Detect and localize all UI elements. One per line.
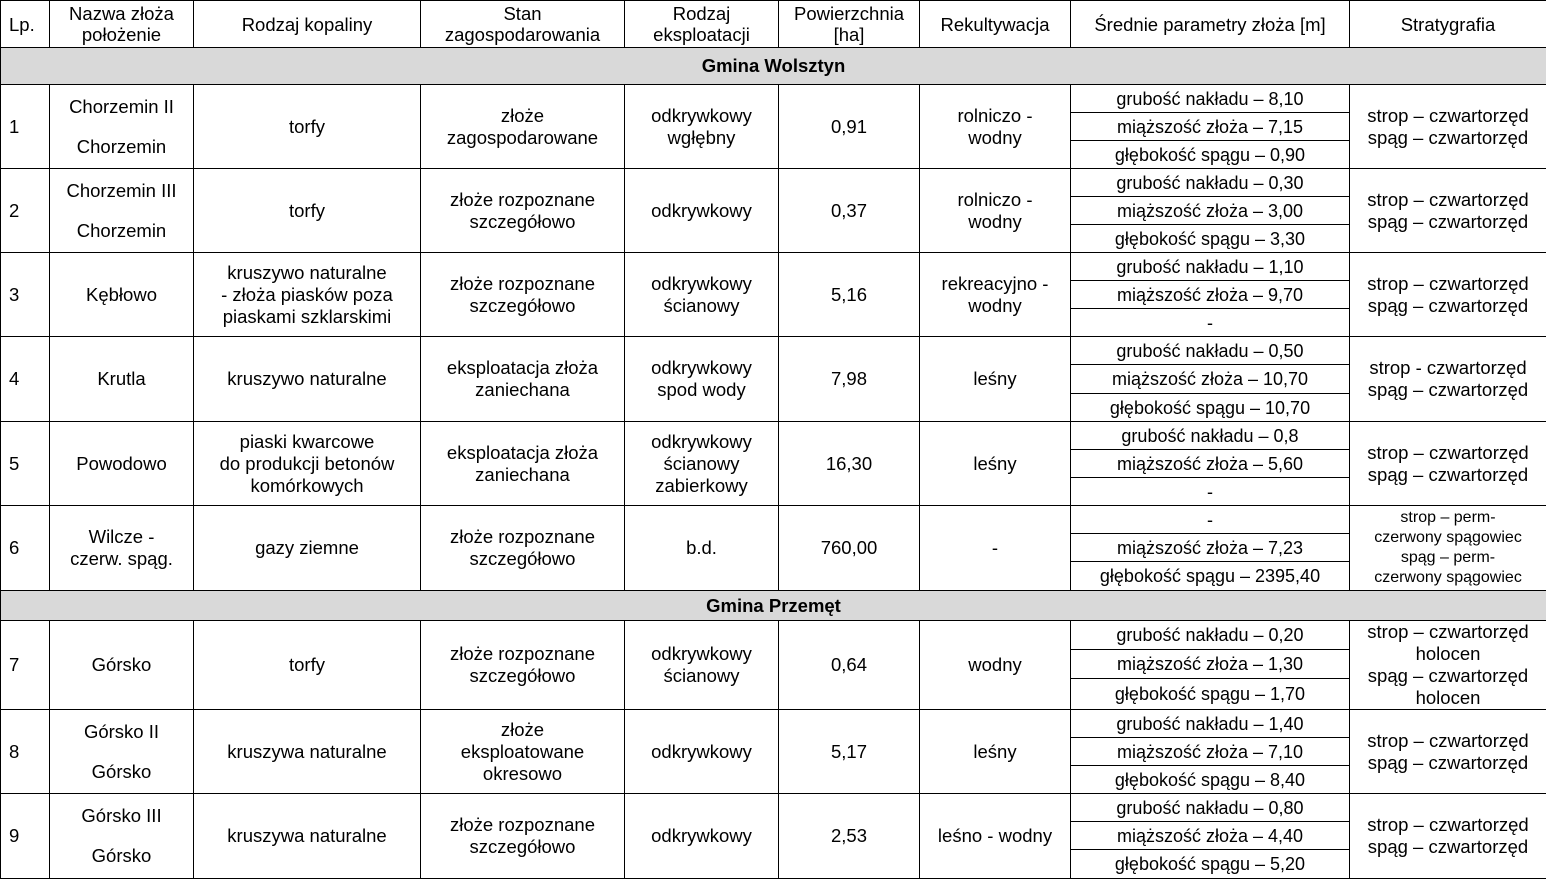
cell-kopalina <box>194 506 421 591</box>
cell-line: wodny <box>923 127 1067 149</box>
cell-parametr: grubość nakładu – 0,50 <box>1071 337 1350 365</box>
cell-line: strop - czwartorzęd <box>1353 357 1543 379</box>
cell-line: strop – czwartorzęd <box>1353 814 1543 836</box>
cell-kopalina <box>194 169 421 253</box>
cell-parametr: grubość nakładu – 1,40 <box>1071 710 1350 738</box>
header-eksploatacja <box>625 1 779 48</box>
header-rekultywacja: Rekultywacja <box>920 1 1071 48</box>
cell-lp: 6 <box>1 506 50 591</box>
cell-line: zaniechana <box>424 379 621 401</box>
cell-eksploatacja <box>625 253 779 337</box>
nazwa-wrap <box>53 721 190 783</box>
header-stan <box>421 1 625 48</box>
cell-line: spąg – czwartorzęd <box>1353 211 1543 233</box>
cell-stratygrafia <box>1350 169 1546 253</box>
table-row <box>1 253 1546 281</box>
cell-line: rolniczo - <box>923 189 1067 211</box>
cell-line: zaniechana <box>424 464 621 486</box>
header-parametry: Średnie parametry złoża [m] <box>1071 1 1350 48</box>
cell-parametr: - <box>1071 506 1350 534</box>
cell-stan <box>421 794 625 879</box>
table-row <box>1 337 1546 365</box>
cell-line: - <box>923 537 1067 559</box>
cell-lp: 2 <box>1 169 50 253</box>
cell-line: eksploatacja złoża <box>424 442 621 464</box>
header-eksploatacja-line1: Rodzaj <box>673 3 731 24</box>
cell-line: strop – czwartorzęd <box>1353 189 1543 211</box>
cell-parametr: grubość nakładu – 0,30 <box>1071 169 1350 197</box>
deposit-name: Górsko <box>53 654 190 676</box>
cell-nazwa <box>50 422 194 506</box>
cell-parametr: grubość nakładu – 0,80 <box>1071 794 1350 822</box>
nazwa-wrap <box>53 96 190 158</box>
header-row <box>1 1 1546 48</box>
cell-stan <box>421 621 625 710</box>
cell-line: odkrywkowy <box>628 643 775 665</box>
cell-line: złoże rozpoznane <box>424 189 621 211</box>
cell-kopalina <box>194 794 421 879</box>
cell-line: wodny <box>923 211 1067 233</box>
cell-eksploatacja <box>625 169 779 253</box>
cell-powierzchnia: 2,53 <box>779 794 920 879</box>
cell-stan <box>421 85 625 169</box>
table-row <box>1 710 1546 738</box>
cell-line: wodny <box>923 295 1067 317</box>
cell-parametr: głębokość spągu – 8,40 <box>1071 766 1350 794</box>
deposit-name: Wilcze - <box>53 526 190 548</box>
deposit-name: Górsko III <box>53 805 190 827</box>
cell-parametr: grubość nakładu – 0,20 <box>1071 621 1350 650</box>
cell-stan <box>421 337 625 422</box>
nazwa-wrap <box>53 180 190 242</box>
cell-parametr: głębokość spągu – 1,70 <box>1071 679 1350 710</box>
section-row <box>1 591 1546 621</box>
cell-eksploatacja <box>625 621 779 710</box>
cell-line: strop – czwartorzęd <box>1353 273 1543 295</box>
cell-line: złoże rozpoznane <box>424 643 621 665</box>
cell-nazwa <box>50 710 194 794</box>
cell-line: piaskami szklarskimi <box>197 306 417 328</box>
cell-line: do produkcji betonów <box>197 453 417 475</box>
table-row <box>1 422 1546 450</box>
cell-stratygrafia <box>1350 621 1546 710</box>
cell-stan <box>421 253 625 337</box>
cell-rekultywacja <box>920 710 1071 794</box>
cell-line: kruszywo naturalne <box>197 262 417 284</box>
cell-parametr: grubość nakładu – 8,10 <box>1071 85 1350 113</box>
cell-stratygrafia <box>1350 253 1546 337</box>
cell-line: ścianowy <box>628 453 775 475</box>
cell-line: czerwony spągowiec <box>1353 568 1543 588</box>
cell-line: strop – czwartorzęd <box>1353 442 1543 464</box>
section-row <box>1 48 1546 85</box>
cell-line: torfy <box>197 200 417 222</box>
cell-line: odkrywkowy <box>628 825 775 847</box>
cell-powierzchnia: 0,91 <box>779 85 920 169</box>
cell-line: eksploatowane <box>424 741 621 763</box>
cell-line: złoże rozpoznane <box>424 814 621 836</box>
cell-stratygrafia <box>1350 506 1546 591</box>
cell-rekultywacja <box>920 422 1071 506</box>
cell-nazwa <box>50 85 194 169</box>
cell-line: eksploatacja złoża <box>424 357 621 379</box>
header-lp: Lp. <box>1 1 50 48</box>
cell-line: spąg – czwartorzęd <box>1353 464 1543 486</box>
cell-eksploatacja <box>625 85 779 169</box>
cell-rekultywacja <box>920 169 1071 253</box>
cell-line: odkrywkowy <box>628 273 775 295</box>
header-stan-line1: Stan <box>503 3 541 24</box>
cell-line: spąg – czwartorzęd <box>1353 752 1543 774</box>
cell-nazwa <box>50 169 194 253</box>
cell-powierzchnia: 5,17 <box>779 710 920 794</box>
cell-line: leśno - wodny <box>923 825 1067 847</box>
cell-lp: 3 <box>1 253 50 337</box>
deposit-name: Krutla <box>53 368 190 390</box>
header-stan-line2: zagospodarowania <box>445 24 600 45</box>
cell-eksploatacja <box>625 506 779 591</box>
cell-eksploatacja <box>625 422 779 506</box>
header-eksploatacja-line2: eksploatacji <box>653 24 750 45</box>
cell-line: ścianowy <box>628 295 775 317</box>
cell-parametr: miąższość złoża – 4,40 <box>1071 822 1350 850</box>
cell-nazwa <box>50 794 194 879</box>
cell-lp: 5 <box>1 422 50 506</box>
deposit-name: Kębłowo <box>53 284 190 306</box>
cell-powierzchnia: 16,30 <box>779 422 920 506</box>
cell-line: złoże <box>424 105 621 127</box>
cell-stratygrafia <box>1350 85 1546 169</box>
cell-line: zabierkowy <box>628 475 775 497</box>
cell-parametr: głębokość spągu – 10,70 <box>1071 394 1350 422</box>
cell-line: spąg – czwartorzęd <box>1353 665 1543 687</box>
cell-line: spąg – czwartorzęd <box>1353 379 1543 401</box>
cell-parametr: miąższość złoża – 7,10 <box>1071 738 1350 766</box>
cell-line: strop – czwartorzęd <box>1353 105 1543 127</box>
cell-line: szczegółowo <box>424 665 621 687</box>
cell-lp: 8 <box>1 710 50 794</box>
cell-kopalina <box>194 710 421 794</box>
cell-eksploatacja <box>625 710 779 794</box>
cell-parametr: głębokość spągu – 0,90 <box>1071 141 1350 169</box>
cell-line: złoże <box>424 719 621 741</box>
cell-line: kruszywa naturalne <box>197 741 417 763</box>
cell-line: czerwony spągowiec <box>1353 528 1543 548</box>
cell-line: wgłębny <box>628 127 775 149</box>
deposit-name: Chorzemin II <box>53 96 190 118</box>
cell-parametr: grubość nakładu – 0,8 <box>1071 422 1350 450</box>
cell-line: odkrywkowy <box>628 741 775 763</box>
cell-line: - złoża piasków poza <box>197 284 417 306</box>
cell-line: strop – czwartorzęd <box>1353 730 1543 752</box>
cell-lp: 7 <box>1 621 50 710</box>
cell-lp: 1 <box>1 85 50 169</box>
header-nazwa <box>50 1 194 48</box>
cell-line: strop – perm- <box>1353 508 1543 528</box>
cell-nazwa <box>50 337 194 422</box>
deposit-location: Górsko <box>53 845 190 867</box>
cell-rekultywacja <box>920 85 1071 169</box>
deposit-location: czerw. spąg. <box>53 548 190 570</box>
table-row <box>1 506 1546 534</box>
header-powierzchnia-line2: [ha] <box>834 24 865 45</box>
cell-line: odkrywkowy <box>628 200 775 222</box>
cell-kopalina <box>194 85 421 169</box>
deposit-location: Chorzemin <box>53 220 190 242</box>
cell-lp: 9 <box>1 794 50 879</box>
cell-line: strop – czwartorzęd <box>1353 621 1543 643</box>
cell-line: spąg – perm- <box>1353 548 1543 568</box>
header-powierzchnia <box>779 1 920 48</box>
cell-parametr: - <box>1071 478 1350 506</box>
section-title: Gmina Wolsztyn <box>1 48 1546 85</box>
cell-parametr: miąższość złoża – 10,70 <box>1071 365 1350 394</box>
cell-line: szczegółowo <box>424 548 621 570</box>
cell-parametr: - <box>1071 309 1350 337</box>
cell-line: szczegółowo <box>424 836 621 858</box>
cell-stratygrafia <box>1350 337 1546 422</box>
cell-rekultywacja <box>920 621 1071 710</box>
cell-rekultywacja <box>920 253 1071 337</box>
cell-powierzchnia: 0,64 <box>779 621 920 710</box>
cell-parametr: głębokość spągu – 5,20 <box>1071 850 1350 879</box>
cell-parametr: głębokość spągu – 2395,40 <box>1071 562 1350 591</box>
deposit-name: Górsko II <box>53 721 190 743</box>
cell-parametr: miąższość złoża – 3,00 <box>1071 197 1350 225</box>
cell-parametr: miąższość złoża – 7,15 <box>1071 113 1350 141</box>
cell-powierzchnia: 5,16 <box>779 253 920 337</box>
cell-line: okresowo <box>424 763 621 785</box>
cell-stan <box>421 710 625 794</box>
cell-line: ścianowy <box>628 665 775 687</box>
cell-line: gazy ziemne <box>197 537 417 559</box>
cell-line: spąg – czwartorzęd <box>1353 295 1543 317</box>
cell-nazwa <box>50 253 194 337</box>
cell-line: holocen <box>1353 643 1543 665</box>
cell-line: rolniczo - <box>923 105 1067 127</box>
cell-line: wodny <box>923 654 1067 676</box>
cell-parametr: miąższość złoża – 9,70 <box>1071 281 1350 309</box>
deposit-location: Chorzemin <box>53 136 190 158</box>
table-row <box>1 169 1546 197</box>
cell-parametr: miąższość złoża – 5,60 <box>1071 450 1350 478</box>
header-nazwa-line1: Nazwa złoża <box>69 3 174 24</box>
table-body <box>1 48 1546 879</box>
cell-line: holocen <box>1353 687 1543 709</box>
header-nazwa-line2: położenie <box>82 24 161 45</box>
nazwa-wrap <box>53 805 190 867</box>
cell-rekultywacja <box>920 794 1071 879</box>
cell-line: leśny <box>923 453 1067 475</box>
deposit-name: Powodowo <box>53 453 190 475</box>
cell-line: leśny <box>923 368 1067 390</box>
cell-stan <box>421 169 625 253</box>
deposit-name: Chorzemin III <box>53 180 190 202</box>
cell-line: szczegółowo <box>424 295 621 317</box>
cell-parametr: miąższość złoża – 1,30 <box>1071 650 1350 679</box>
table-row <box>1 621 1546 650</box>
cell-parametr: miąższość złoża – 7,23 <box>1071 534 1350 562</box>
cell-line: torfy <box>197 654 417 676</box>
cell-line: spąg – czwartorzęd <box>1353 836 1543 858</box>
cell-kopalina <box>194 253 421 337</box>
cell-parametr: grubość nakładu – 1,10 <box>1071 253 1350 281</box>
cell-stan <box>421 422 625 506</box>
cell-kopalina <box>194 621 421 710</box>
cell-line: odkrywkowy <box>628 431 775 453</box>
cell-stratygrafia <box>1350 710 1546 794</box>
cell-line: szczegółowo <box>424 211 621 233</box>
cell-nazwa <box>50 621 194 710</box>
cell-line: piaski kwarcowe <box>197 431 417 453</box>
cell-eksploatacja <box>625 794 779 879</box>
cell-line: leśny <box>923 741 1067 763</box>
cell-line: rekreacyjno - <box>923 273 1067 295</box>
cell-nazwa <box>50 506 194 591</box>
cell-line: zagospodarowane <box>424 127 621 149</box>
cell-rekultywacja <box>920 506 1071 591</box>
cell-line: b.d. <box>628 537 775 559</box>
cell-line: odkrywkowy <box>628 105 775 127</box>
cell-kopalina <box>194 422 421 506</box>
cell-powierzchnia: 7,98 <box>779 337 920 422</box>
table-row <box>1 794 1546 822</box>
cell-stratygrafia <box>1350 422 1546 506</box>
cell-rekultywacja <box>920 337 1071 422</box>
cell-line: spąg – czwartorzęd <box>1353 127 1543 149</box>
cell-line: złoże rozpoznane <box>424 526 621 548</box>
cell-line: komórkowych <box>197 475 417 497</box>
cell-kopalina <box>194 337 421 422</box>
header-powierzchnia-line1: Powierzchnia <box>794 3 904 24</box>
cell-line: kruszywo naturalne <box>197 368 417 390</box>
table-row <box>1 85 1546 113</box>
header-rodzaj-kopaliny: Rodzaj kopaliny <box>194 1 421 48</box>
cell-powierzchnia: 0,37 <box>779 169 920 253</box>
cell-parametr: głębokość spągu – 3,30 <box>1071 225 1350 253</box>
section-title: Gmina Przemęt <box>1 591 1546 621</box>
cell-line: spod wody <box>628 379 775 401</box>
cell-line: odkrywkowy <box>628 357 775 379</box>
cell-eksploatacja <box>625 337 779 422</box>
deposit-location: Górsko <box>53 761 190 783</box>
cell-stratygrafia <box>1350 794 1546 879</box>
cell-powierzchnia: 760,00 <box>779 506 920 591</box>
cell-line: torfy <box>197 116 417 138</box>
cell-lp: 4 <box>1 337 50 422</box>
cell-line: złoże rozpoznane <box>424 273 621 295</box>
cell-line: kruszywa naturalne <box>197 825 417 847</box>
header-stratygrafia: Stratygrafia <box>1350 1 1546 48</box>
cell-stan <box>421 506 625 591</box>
